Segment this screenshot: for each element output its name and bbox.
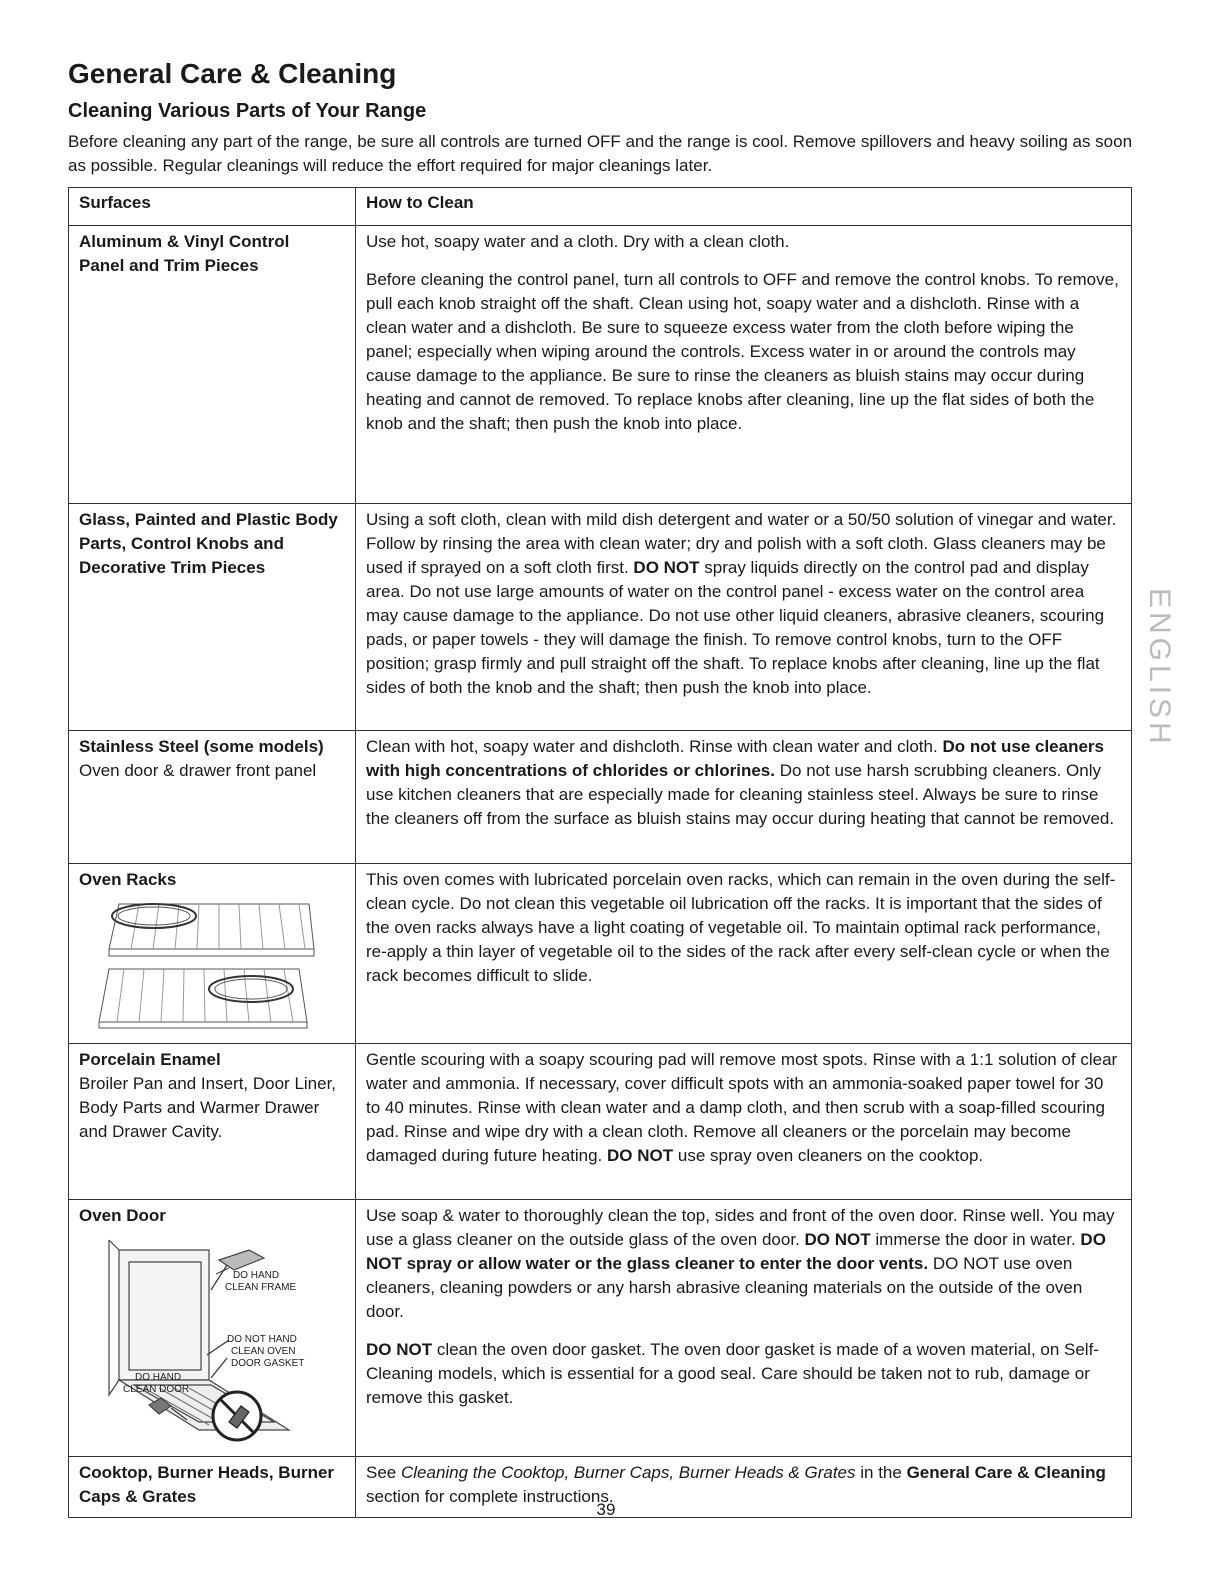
label-do-not-hand: DO NOT HAND: [227, 1334, 297, 1345]
table-row: [69, 504, 1132, 731]
clean-text: Gentle scouring with a soapy scouring pad will remove most spots. Rinse with a 1:1 solution of clear water and ammonia. If necessary, cover difficult spots with an ammonia-soaked paper towel for 30 to 40 minutes. Rinse with clean water and a damp cloth, and then scrub with a soap-filled scouring pad. Rinse and wipe dry with a clean cloth. Remove all cleaners or the porcelain may become damaged during future heating. DO NOT use spray oven cleaners on the cooktop.: [366, 1050, 1118, 1165]
label-door-gasket: DOOR GASKET: [231, 1358, 305, 1369]
language-tab: [1140, 588, 1180, 748]
label-do-hand-frame: DO HAND: [233, 1270, 280, 1281]
clean-text: Use hot, soapy water and a cloth. Dry with a clean cloth.: [366, 232, 790, 251]
clean-text: This oven comes with lubricated porcelain oven racks, which can remain in the oven during the self-clean cycle. Do not clean this vegetable oil lubrication off the racks. It is important that the sides of the oven racks always have a light coating of vegetable oil. To maintain optimal rack performance, re-apply a thin layer of vegetable oil to the sides of the rack after every self-clean cycle or when the rack becomes difficult to slide.: [366, 870, 1116, 985]
surface-name: Glass, Painted and Plastic Body Parts, Control Knobs and Decorative Trim Pieces: [79, 510, 338, 577]
clean-text: DO NOT clean the oven door gasket. The oven door gasket is made of a woven material, on Self-Cleaning models, which is essential for a good seal. Care should be taken not to rub, damage or remove this gasket.: [366, 1340, 1099, 1407]
surface-name: Stainless Steel (some models) Oven door & drawer front panel: [79, 737, 324, 780]
oven-racks-illustration: [79, 894, 319, 1034]
cleaning-table: [68, 187, 1132, 1518]
surface-cell: [69, 864, 356, 1044]
intro-paragraph: Before cleaning any part of the range, be sure all controls are turned OFF and the range is cool. Remove spillovers and heavy soiling as soon as possible. Regular cleanings will reduce the effort required for major cleanings later.: [68, 132, 1133, 175]
header-how-to-clean: How to Clean: [356, 188, 1132, 226]
how-to-clean-cell: [356, 226, 1132, 504]
table-row: [69, 226, 1132, 504]
table-row: [69, 731, 1132, 864]
label-clean-frame: CLEAN FRAME: [225, 1282, 297, 1293]
surface-cell: [69, 1200, 356, 1457]
table-row: [69, 1200, 1132, 1457]
table-header-row: [69, 188, 1132, 226]
page-number: 39: [596, 1500, 616, 1519]
label-clean-door: CLEAN DOOR: [123, 1384, 190, 1395]
surface-name: Porcelain Enamel: [79, 1050, 221, 1069]
how-to-clean-cell: [356, 1044, 1132, 1200]
label-do-hand-door: DO HAND: [135, 1372, 182, 1383]
label-clean-oven: CLEAN OVEN: [231, 1346, 296, 1357]
surface-cell: [69, 226, 356, 504]
clean-text: Using a soft cloth, clean with mild dish detergent and water or a 50/50 solution of vinegar and water. Follow by rinsing the area with clean water; dry and polish with a soft cloth. Glass cleaners may be used if sprayed on a soft cloth first. DO NOT spray liquids directly on the control pad and display area. Do not use large amounts of water on the control panel - excess water on the control area may cause damage to the appliance. Do not use other liquid cleaners, abrasive cleaners, scouring pads, or paper towels - they will damage the finish. To remove control knobs, turn to the OFF position; grasp firmly and pull straight off the shaft. To replace knobs after cleaning, line up the flat sides of both the knob and the shaft; then push the knob into place.: [366, 510, 1117, 697]
page-title: General Care & Cleaning: [68, 58, 397, 89]
how-to-clean-cell: [356, 864, 1132, 1044]
language-tab-label: ENGLISH: [1143, 588, 1176, 748]
clean-text: See Cleaning the Cooktop, Burner Caps, Burner Heads & Grates in the General Care & Cleaning section for complete instructions.: [366, 1463, 1106, 1506]
how-to-clean-cell: [356, 504, 1132, 731]
surface-name: Cooktop, Burner Heads, Burner Caps & Grates: [79, 1463, 335, 1506]
surface-name: Aluminum & Vinyl Control Panel and Trim Pieces: [79, 232, 290, 275]
clean-text: Before cleaning the control panel, turn all controls to OFF and remove the control knobs. To remove, pull each knob straight off the shaft. Clean using hot, soapy water and a dishcloth. Rinse with a clean water and a dishcloth. Be sure to squeeze excess water from the cloth before wiping the panel; especially when wiping around the controls. Excess water in or around the controls may cause damage to the appliance. Be sure to rinse the cleaners as bluish stains may occur during heating and cannot de removed. To replace knobs after cleaning, line up the flat sides of both the knob and the shaft; then push the knob into place.: [366, 270, 1119, 433]
clean-text: Clean with hot, soapy water and dishcloth. Rinse with clean water and cloth. Do not use cleaners with high concentrations of chlorides or chlorines. Do not use harsh scrubbing cleaners. Only use kitchen cleaners that are especially made for cleaning stainless steel. Always be sure to rinse the cleaners off from the surface as bluish stains may occur during heating that cannot be removed.: [366, 737, 1115, 828]
how-to-clean-cell: [356, 1200, 1132, 1457]
surface-detail: Broiler Pan and Insert, Door Liner, Body Parts and Warmer Drawer and Drawer Cavity.: [79, 1074, 337, 1141]
surface-cell: [69, 731, 356, 864]
clean-text: Use soap & water to thoroughly clean the top, sides and front of the oven door. Rinse well. You may use a glass cleaner on the outside glass of the oven door. DO NOT immerse the door in water. DO NOT spray or allow water or the glass cleaner to enter the door vents. DO NOT use oven cleaners, cleaning powders or any harsh abrasive cleaning materials on the outside of the oven door.: [366, 1206, 1115, 1321]
oven-door-illustration: [79, 1230, 329, 1448]
surface-cell: [69, 504, 356, 731]
surface-name: Oven Racks: [79, 870, 177, 889]
header-surfaces: Surfaces: [69, 188, 356, 226]
surface-cell: [69, 1044, 356, 1200]
surface-name: Oven Door: [79, 1206, 166, 1225]
table-row: [69, 1044, 1132, 1200]
table-row: [69, 864, 1132, 1044]
how-to-clean-cell: [356, 731, 1132, 864]
section-title: Cleaning Various Parts of Your Range: [68, 100, 427, 122]
